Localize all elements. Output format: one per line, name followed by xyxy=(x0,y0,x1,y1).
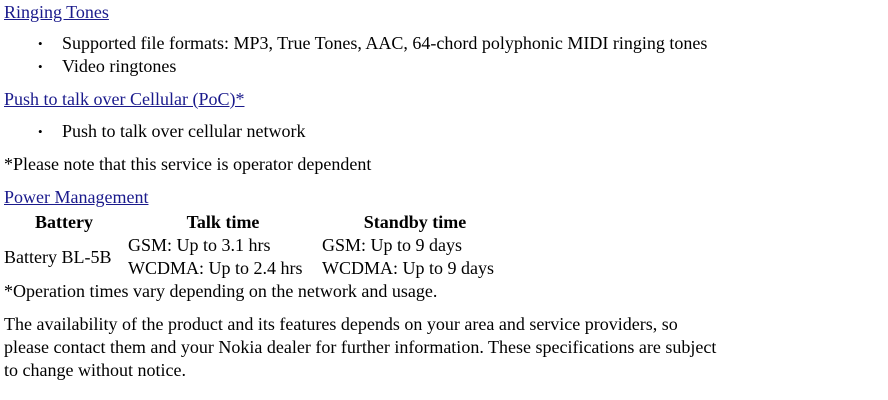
standby-wcdma: WCDMA: Up to 9 days xyxy=(322,258,494,278)
operator-note: *Please note that this service is operator dependent xyxy=(4,154,372,174)
talk-gsm: GSM: Up to 3.1 hrs xyxy=(128,235,271,255)
talk-time-cell xyxy=(126,234,320,280)
talk-time-header: Talk time xyxy=(186,212,260,232)
battery-cell: Battery BL-5B xyxy=(4,246,112,267)
disclaimer xyxy=(4,313,884,382)
talk-wcdma: WCDMA: Up to 2.4 hrs xyxy=(128,258,303,278)
disclaimer-line: please contact them and your Nokia dealer for further information. These specifications are subject xyxy=(4,337,717,357)
list-item: • Supported file formats: MP3, True Tones, AAC, 64-chord polyphonic MIDI ringing tones xyxy=(62,32,884,55)
list-item: • Push to talk over cellular network xyxy=(62,120,884,143)
ringing-tones-list xyxy=(4,32,884,78)
table-header-row xyxy=(2,209,510,234)
spec-page xyxy=(0,1,888,400)
standby-time-cell xyxy=(320,234,510,280)
ringing-tones-link[interactable]: Ringing Tones xyxy=(4,2,109,22)
battery-header: Battery xyxy=(35,212,93,232)
operation-note: *Operation times vary depending on the network and usage. xyxy=(4,281,438,301)
power-table xyxy=(2,209,510,280)
list-item: • Video ringtones xyxy=(62,55,884,78)
disclaimer-line: The availability of the product and its features depends on your area and service providers, so xyxy=(4,314,678,334)
standby-gsm: GSM: Up to 9 days xyxy=(322,235,463,255)
poc-list xyxy=(4,120,884,143)
table-row xyxy=(2,234,510,280)
disclaimer-line: to change without notice. xyxy=(4,360,186,380)
power-management-link[interactable]: Power Management xyxy=(4,187,149,207)
standby-time-header: Standby time xyxy=(363,212,467,232)
poc-link[interactable]: Push to talk over Cellular (PoC)* xyxy=(4,89,245,109)
